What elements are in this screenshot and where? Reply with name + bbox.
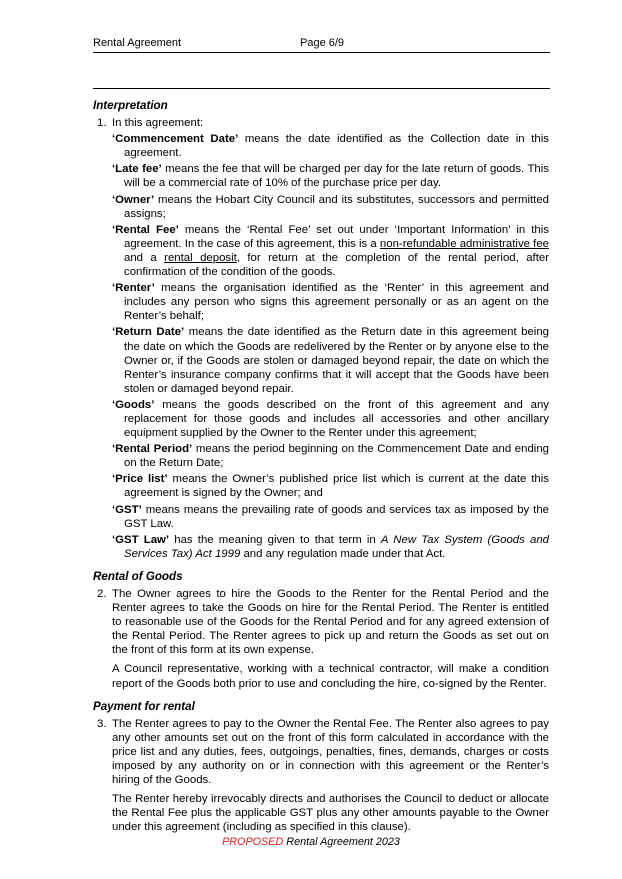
footer-title: Rental Agreement 2023 [283, 836, 400, 848]
clause-number: 3. [97, 717, 107, 730]
definition-term: ‘Renter’ [112, 282, 155, 295]
definition-item [112, 442, 549, 470]
definition-item [112, 132, 549, 160]
definition-underlined-text: rental deposit [164, 251, 237, 264]
definitions-list [93, 132, 549, 561]
clause-2-paragraph-1: 2. The Owner agrees to hire the Goods to the Renter for the Rental Period and the Renter agrees to take the Goods on hire for the Rental Period. The Renter is entitled to reasonable use of the Goods for the Rental Period and for any agreed extension of the Rental Period. The Renter agrees to pick up and return the Goods as set out on the front of this form at its own expense. [97, 588, 549, 657]
page-header [93, 36, 550, 53]
definition-item [112, 472, 549, 500]
definition-text: and any regulation made under that Act. [240, 547, 446, 560]
definition-text: means the ‘Rental Fee’ set out under ‘Important Information’ in this agreement. In the case of this agreement, this is a [124, 223, 549, 250]
definition-item [112, 223, 549, 279]
section-heading-interpretation: Interpretation [93, 99, 168, 112]
document-body [93, 99, 549, 835]
definition-item [112, 281, 549, 323]
definition-text: means the goods described on the front of this agreement and any replacement for those goods and includes all accessories and other ancillary equipment supplied by the Owner to the Renter under this agreement; [124, 398, 549, 440]
definition-term: ‘GST Law’ [112, 533, 170, 546]
section-heading-payment: Payment for rental [93, 699, 195, 713]
definition-text: means the date identified as the Return date in this agreement being the date on which the Goods are redelivered by the Renter or by anyone else to the Owner or, if the Goods are stolen or damaged beyond repair, the date on which the Renter’s insurance company confirms that it will accept that the Goods have been stolen or damaged beyond repair. [124, 326, 550, 395]
definition-term: ‘Goods’ [112, 398, 155, 411]
definition-term: ‘Late fee’ [112, 163, 162, 176]
definition-text: means the Hobart City Council and its substitutes, successors and permitted assigns; [124, 193, 549, 220]
definition-item [112, 162, 549, 190]
definition-text: means the period beginning on the Commencement Date and ending on the Return Date; [124, 443, 549, 470]
definition-text: and a [124, 251, 165, 264]
clause-number: 1. [97, 117, 107, 130]
definition-text: means means the prevailing rate of goods and services tax as imposed by the GST Law. [124, 503, 549, 530]
definition-text: has the meaning given to that term in [169, 533, 381, 546]
definition-term: ‘Rental Period’ [112, 443, 193, 456]
section-payment [93, 700, 549, 835]
definition-term: ‘Owner’ [112, 193, 155, 206]
clause-2-paragraph-2: A Council representative, working with a technical contractor, will make a condition report of the Goods both prior to use and concluding the hire, co-signed by the Renter. [112, 663, 549, 690]
clause-number: 2. [97, 588, 107, 600]
definition-text: means the Owner’s published price list which is current at the date this agreement is signed by the Owner; and [124, 473, 549, 500]
definition-term: ‘Rental Fee’ [112, 223, 179, 236]
definition-term: ‘Return Date’ [112, 326, 185, 339]
definition-text: means the organisation identified as the ‘Renter’ in this agreement and includes any person who signs this agreement personally or as an agent on the Renter’s behalf; [124, 282, 549, 323]
header-divider [93, 88, 550, 89]
footer-proposed-label: PROPOSED [222, 836, 284, 848]
definition-term: ‘Commencement Date’ [112, 133, 239, 146]
header-page-number: Page 6/9 [300, 37, 345, 49]
definition-item [112, 398, 549, 440]
clause-3-paragraph-1: 3. The Renter agrees to pay to the Owner the Rental Fee. The Renter also agrees to pay any other amounts set out on the front of this form calculated in accordance with the price list and any duties, fees, outgoings, penalties, fines, demands, charges or costs imposed by any authority on or in connection with this agreement or the Renter’s hiring of the Goods. [97, 717, 549, 787]
definition-act-title: A New Tax System (Goods and Services Tax) Act 1999 [124, 533, 550, 560]
definition-term: ‘Price list’ [112, 473, 168, 486]
definition-text: means the fee that will be charged per day for the late return of goods. This will be a commercial rate of 10% of the purchase price per day. [124, 163, 549, 190]
definition-term: ‘GST’ [112, 503, 142, 516]
page-footer [0, 836, 622, 848]
clause-3-paragraph-2: The Renter hereby irrevocably directs and authorises the Council to deduct or allocate the Rental Fee plus the applicable GST plus any other amounts payable to the Owner under this agreement (including as specified in this clause). [112, 793, 549, 834]
definition-text: means the date identified as the Collection date in this agreement. [124, 133, 549, 160]
definition-item [112, 533, 549, 561]
section-heading-rental: Rental of Goods [93, 569, 183, 583]
clause-1-intro: 1. In this agreement: [97, 117, 204, 130]
header-title: Rental Agreement [93, 37, 182, 49]
section-rental [93, 570, 549, 691]
definition-underlined-text: non-refundable administrative fee [379, 237, 549, 250]
definition-item [112, 325, 549, 395]
definition-text: , for return at the completion of the rental period, after confirmation of the condition of the goods. [124, 251, 550, 279]
definition-item [112, 193, 549, 221]
definition-item [112, 503, 549, 531]
